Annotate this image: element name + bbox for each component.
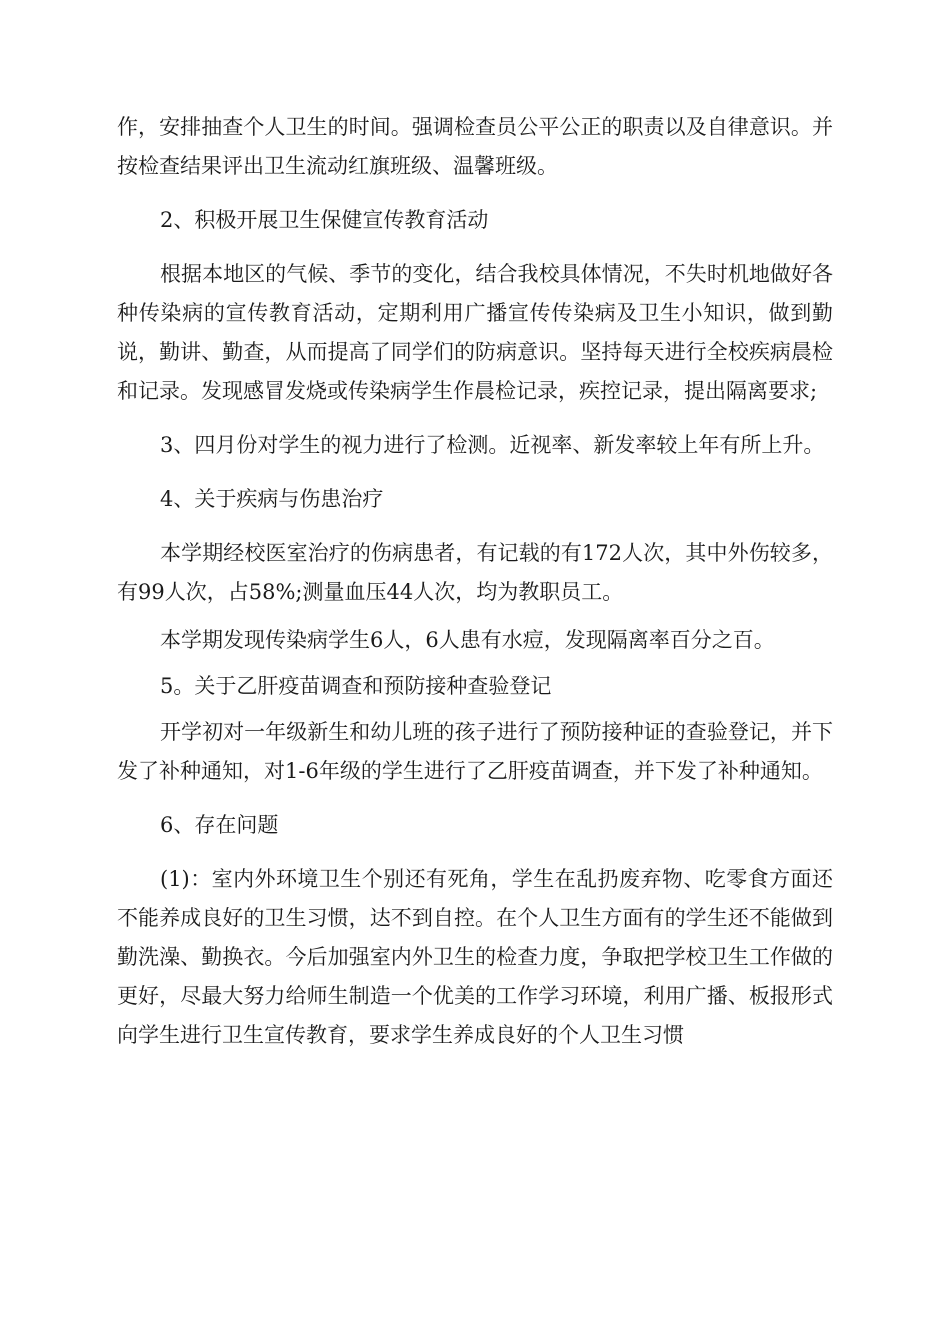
paragraph-continuation: 作，安排抽查个人卫生的时间。强调检查员公平公正的职责以及自律意识。并按检查结果评出卫生流动红旗班级、温馨班级。 <box>117 115 833 178</box>
section-heading-3-vision: 3、四月份对学生的视力进行了检测。近视率、新发率较上年有所上升。 <box>160 433 825 457</box>
section-heading-2: 2、积极开展卫生保健宣传教育活动 <box>160 208 489 232</box>
paragraph-health-education: 根据本地区的气候、季节的变化，结合我校具体情况，不失时机地做好各种传染病的宣传教育活动，定期利用广播宣传传染病及卫生小知识，做到勤说，勤讲、勤查，从而提高了同学们的防病意识。坚持每天进行全校疾病晨检和记录。发现感冒发烧或传染病学生作晨检记录，疾控记录，提出隔离要求; <box>117 262 833 403</box>
document-page <box>117 108 833 1055</box>
paragraph-problems: (1)：室内外环境卫生个别还有死角，学生在乱扔废弃物、吃零食方面还不能养成良好的卫生习惯，达不到自控。在个人卫生方面有的学生还不能做到勤洗澡、勤换衣。今后加强室内外卫生的检查力度，争取把学校卫生工作做的更好，尽最大努力给师生制造一个优美的工作学习环境，利用广播、板报形式向学生进行卫生宣传教育，要求学生养成良好的个人卫生习惯 <box>117 867 833 1047</box>
paragraph-infectious: 本学期发现传染病学生6人，6人患有水痘，发现隔离率百分之百。 <box>160 628 775 652</box>
paragraph-vaccination: 开学初对一年级新生和幼儿班的孩子进行了预防接种证的查验登记，并下发了补种通知，对1-6年级的学生进行了乙肝疫苗调查，并下发了补种通知。 <box>117 720 833 783</box>
section-heading-6: 6、存在问题 <box>160 813 279 837</box>
section-heading-5: 5。关于乙肝疫苗调查和预防接种查验登记 <box>160 674 552 698</box>
section-heading-4: 4、关于疾病与伤患治疗 <box>160 487 384 511</box>
paragraph-treatment: 本学期经校医室治疗的伤病患者，有记载的有172人次，其中外伤较多，有99人次，占58%;测量血压44人次，均为教职员工。 <box>117 541 833 604</box>
